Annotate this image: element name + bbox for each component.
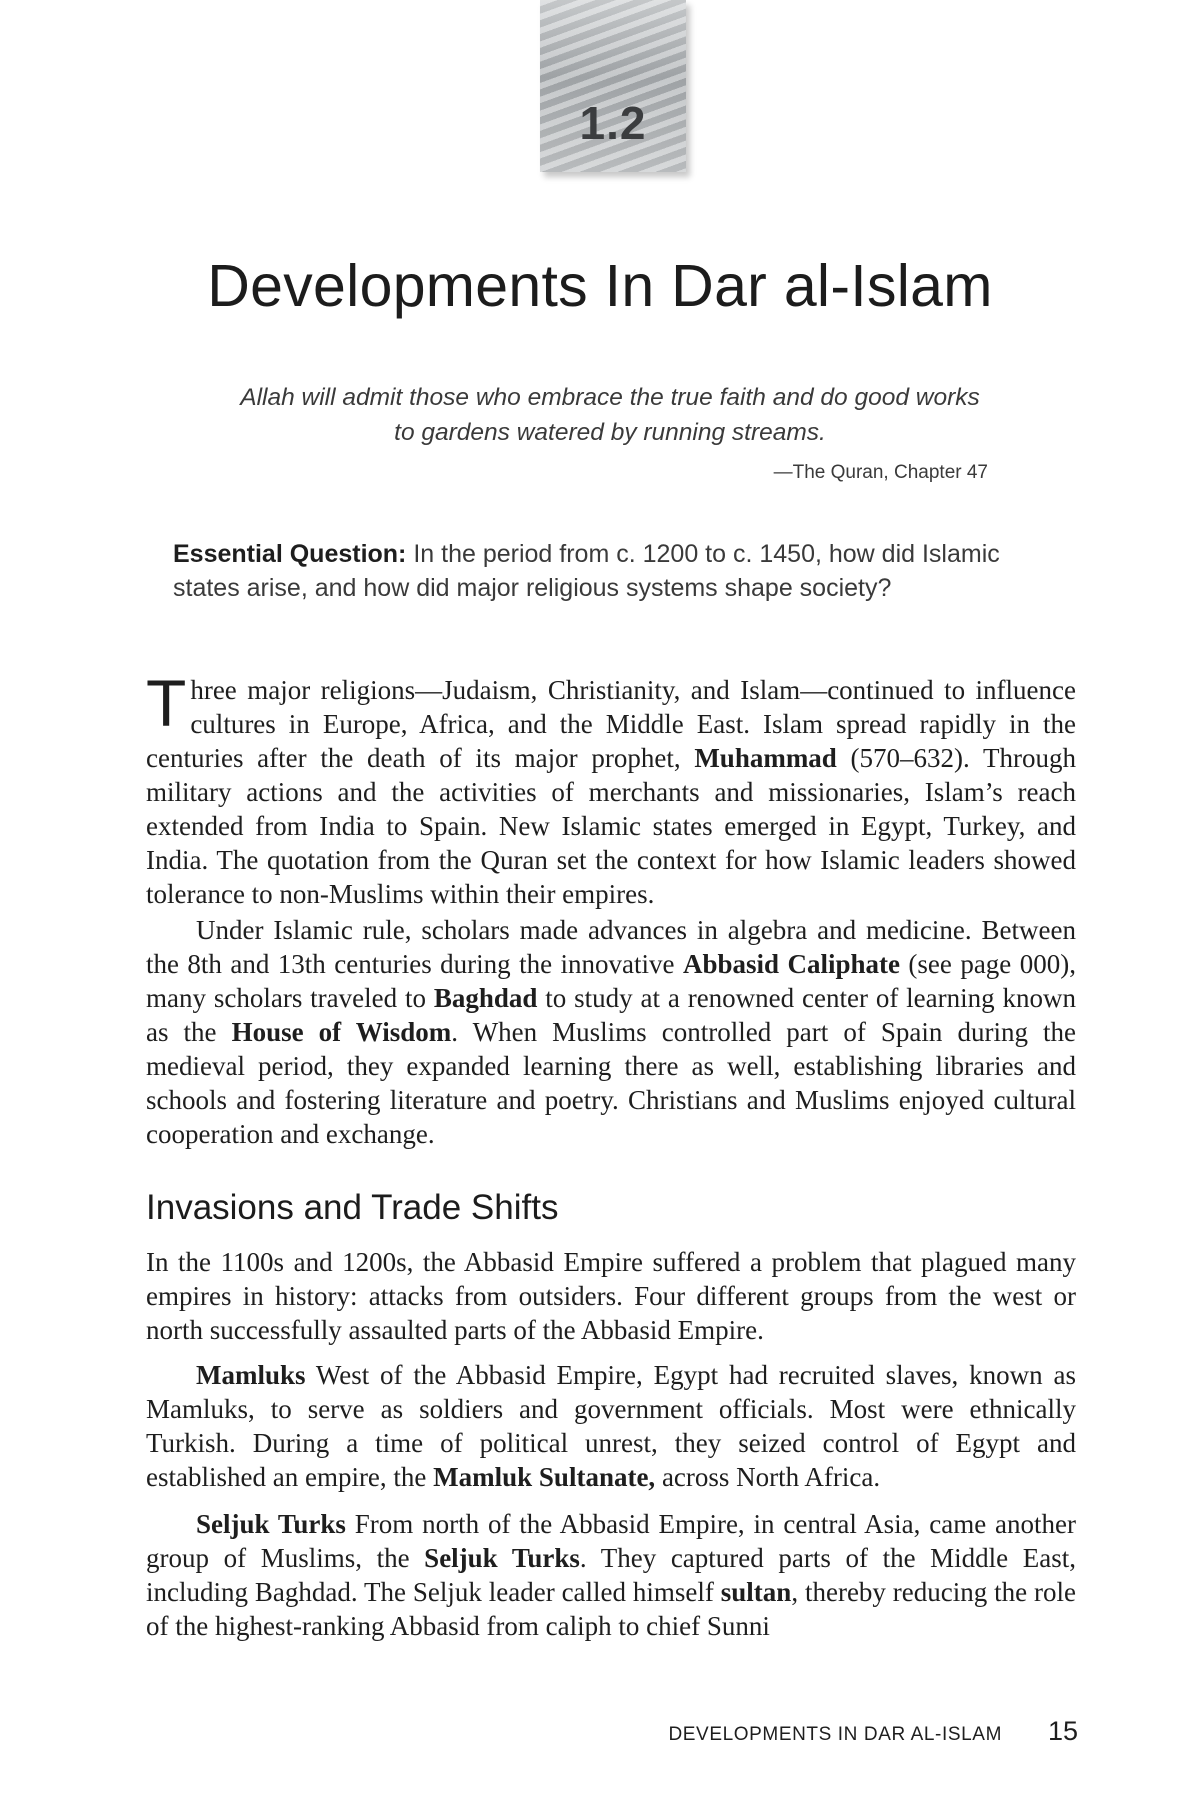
running-footer: DEVELOPMENTS IN DAR AL-ISLAM <box>668 1724 1002 1745</box>
key-term: sultan <box>720 1577 792 1607</box>
section-number: 1.2 <box>579 97 647 149</box>
key-term: Mamluk Sultanate, <box>433 1462 656 1492</box>
epigraph <box>170 380 1050 450</box>
epigraph-line: to gardens watered by running streams. <box>394 419 826 446</box>
body-paragraph: Seljuk Turks From north of the Abbasid Empire, in central Asia, came another group of Muslims, the Seljuk Turks. They captured parts of the Middle East, including Baghdad. The Seljuk leader called himself sultan, thereby reducing the role of the highest-ranking Abbasid from caliph to chief Sunni <box>146 1509 1077 1641</box>
key-term: Muhammad <box>694 743 837 773</box>
body-paragraph: Mamluks West of the Abbasid Empire, Egypt had recruited slaves, known as Mamluks, to serve as soldiers and government officials. Most were ethnically Turkish. During a time of political unrest, they seized control of Egypt and established an empire, the Mamluk Sultanate, across North Africa. <box>146 1360 1076 1492</box>
run-in-heading: Seljuk Turks <box>196 1509 346 1539</box>
section-heading: Invasions and Trade Shifts <box>146 1188 559 1227</box>
body-paragraph: In the 1100s and 1200s, the Abbasid Empire suffered a problem that plagued many empires in history: attacks from outsiders. Four different groups from the west or north successfully assaulted parts of the Abbasid Empire. <box>146 1247 1076 1345</box>
key-term: Abbasid Caliphate <box>682 949 900 979</box>
body-paragraph: Three major religions—Judaism, Christianity, and Islam—continued to influence cultures in Europe, Africa, and the Middle East. Islam spread rapidly in the centuries after the death of its major prophet, Muhammad (570–632). Through military actions and the activities of merchants and missionaries, Islam’s reach extended from India to Spain. New Islamic states emerged in Egypt, Turkey, and India. The quotation from the Quran set the context for how Islamic leaders showed tolerance to non-Muslims within their empires. <box>146 666 1076 909</box>
essential-question-label: Essential Question: <box>173 540 407 568</box>
section-number-tab <box>540 0 686 172</box>
essential-question-text: In the period from c. 1200 to c. 1450, how did Islamic states arise, and how did major religious systems shape society? <box>173 540 1000 602</box>
epigraph-line: Allah will admit those who embrace the true faith and do good works <box>240 384 980 411</box>
epigraph-attribution: —The Quran, Chapter 47 <box>773 462 988 483</box>
key-term: Seljuk Turks <box>424 1543 580 1573</box>
body-paragraph: Under Islamic rule, scholars made advances in algebra and medicine. Between the 8th and 13th centuries during the innovative Abbasid Caliphate (see page 000), many scholars traveled to Baghdad to study at a renowned center of learning known as the House of Wisdom. When Muslims controlled part of Spain during the medieval period, they expanded learning there as well, establishing libraries and schools and fostering literature and poetry. Christians and Muslims enjoyed cultural cooperation and exchange. <box>146 915 1076 1149</box>
key-term: House of Wisdom <box>231 1017 452 1047</box>
essential-question <box>173 537 1073 605</box>
page-title: Developments In Dar al-Islam <box>207 253 993 319</box>
drop-cap: T <box>146 666 187 740</box>
key-term: Baghdad <box>433 983 538 1013</box>
page-number: 15 <box>1047 1716 1078 1746</box>
run-in-heading: Mamluks <box>196 1360 306 1390</box>
